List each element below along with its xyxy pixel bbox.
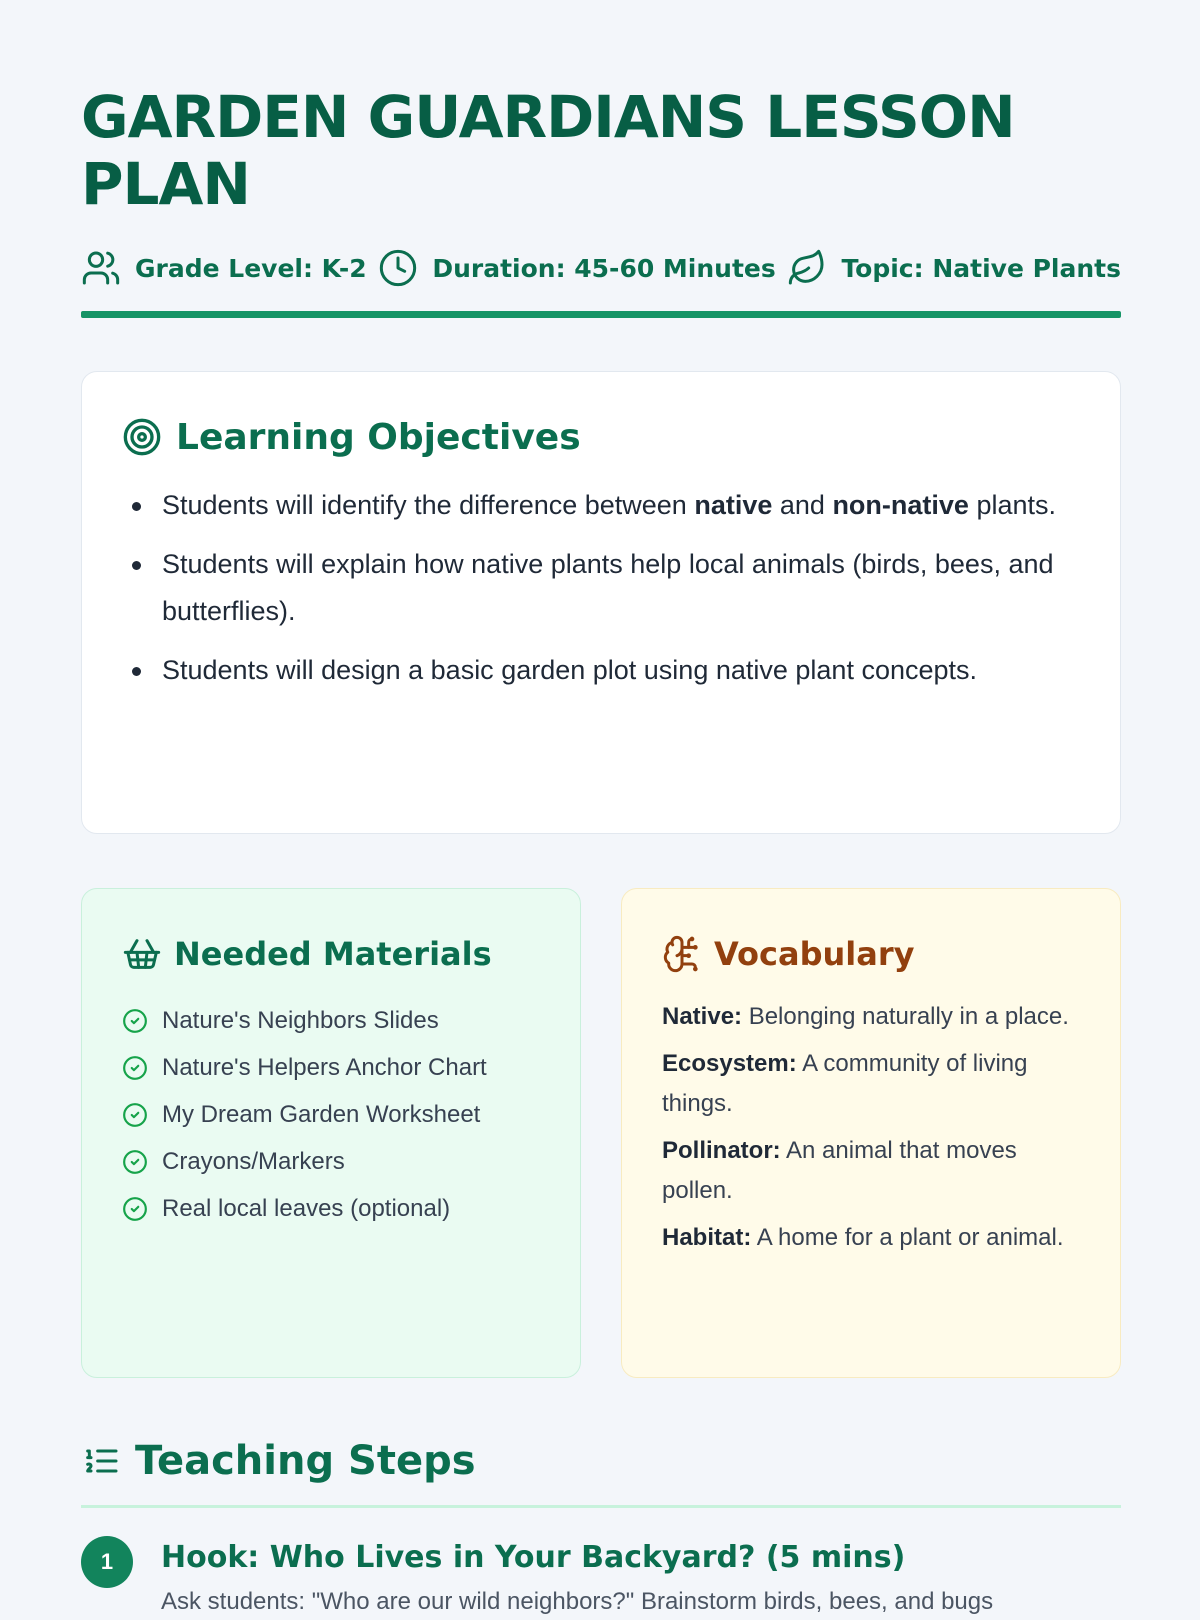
vocab-definition: Belonging naturally in a place. [742, 1003, 1069, 1030]
material-item [122, 1185, 540, 1232]
steps-header [81, 1433, 1121, 1489]
material-label: My Dream Garden Worksheet [162, 1100, 481, 1128]
basket-icon [122, 934, 162, 974]
objective-item [122, 482, 1080, 529]
lesson-plan-page [81, 0, 1121, 1620]
material-item [122, 1091, 540, 1138]
vocab-entry [662, 997, 1080, 1037]
objectives-header [122, 412, 1080, 462]
vocabulary-panel [621, 888, 1121, 1378]
duration-label: Duration: 45-60 Minutes [432, 253, 776, 283]
objectives-list [122, 482, 1080, 694]
objective-text: and [772, 490, 833, 520]
vocab-definition: An animal that moves pollen. [662, 1137, 1017, 1204]
materials-list [122, 997, 540, 1232]
materials-header [122, 929, 540, 979]
vocab-term: Habitat: [662, 1224, 752, 1251]
objective-text: plants. [968, 490, 1057, 520]
materials-panel [81, 888, 581, 1378]
objective-emphasis: native [694, 490, 773, 520]
brain-icon [662, 934, 702, 974]
material-label: Nature's Neighbors Slides [162, 1006, 439, 1034]
vocab-term: Pollinator: [662, 1137, 781, 1164]
material-item [122, 1044, 540, 1091]
grade-label: Grade Level: K-2 [135, 253, 367, 283]
step-body: Ask students: "Who are our wild neighbors?" Brainstorm birds, bees, and bugs [161, 1588, 994, 1615]
step-item [81, 1536, 1121, 1620]
material-label: Crayons/Markers [162, 1147, 345, 1175]
check-circle-icon [122, 1149, 148, 1175]
header-divider [81, 311, 1121, 318]
vocab-entry [662, 1044, 1080, 1124]
topic-label: Topic: Native Plants [841, 253, 1121, 283]
clock-icon [378, 248, 418, 288]
meta-topic [787, 248, 1121, 288]
objectives-heading: Learning Objectives [176, 416, 581, 458]
vocab-term: Ecosystem: [662, 1050, 797, 1077]
vocab-definition: A community of living things. [662, 1050, 1028, 1117]
material-item [122, 997, 540, 1044]
objective-text: Students will explain how native plants help local animals (birds, bees, and butterflies). [162, 549, 1054, 626]
meta-duration [378, 248, 775, 288]
material-item [122, 1138, 540, 1185]
vocab-term: Native: [662, 1003, 743, 1030]
material-label: Nature's Helpers Anchor Chart [162, 1053, 487, 1081]
check-circle-icon [122, 1196, 148, 1222]
vocabulary-header [662, 929, 1080, 979]
materials-heading: Needed Materials [174, 935, 492, 973]
users-icon [81, 248, 121, 288]
objective-text: Students will identify the difference between [162, 490, 695, 520]
material-label: Real local leaves (optional) [162, 1194, 451, 1222]
objective-item [122, 647, 1080, 694]
vocab-entry [662, 1131, 1080, 1211]
steps-list [81, 1536, 1121, 1620]
vocab-entry [662, 1218, 1080, 1258]
step-number-badge: 1 [81, 1536, 133, 1588]
numbered-list-icon [81, 1441, 121, 1481]
materials-vocab-row [81, 888, 1121, 1378]
steps-heading: Teaching Steps [135, 1438, 476, 1484]
vocabulary-heading: Vocabulary [714, 935, 915, 973]
meta-bar [81, 244, 1121, 292]
page-title: GARDEN GUARDIANS LESSON PLAN [81, 83, 1015, 218]
meta-grade [81, 248, 367, 288]
objective-text: Students will design a basic garden plot using native plant concepts. [162, 655, 978, 685]
step-title: Hook: Who Lives in Your Backyard? (5 mins) [161, 1540, 906, 1575]
vocabulary-list [662, 997, 1080, 1258]
leaf-icon [787, 248, 827, 288]
objective-item [122, 541, 1080, 635]
target-icon [122, 417, 162, 457]
check-circle-icon [122, 1102, 148, 1128]
check-circle-icon [122, 1008, 148, 1034]
steps-divider [81, 1505, 1121, 1508]
check-circle-icon [122, 1055, 148, 1081]
vocab-definition: A home for a plant or animal. [751, 1224, 1064, 1251]
objectives-card [81, 371, 1121, 834]
objective-emphasis: non-native [832, 490, 969, 520]
step-content [161, 1536, 993, 1620]
